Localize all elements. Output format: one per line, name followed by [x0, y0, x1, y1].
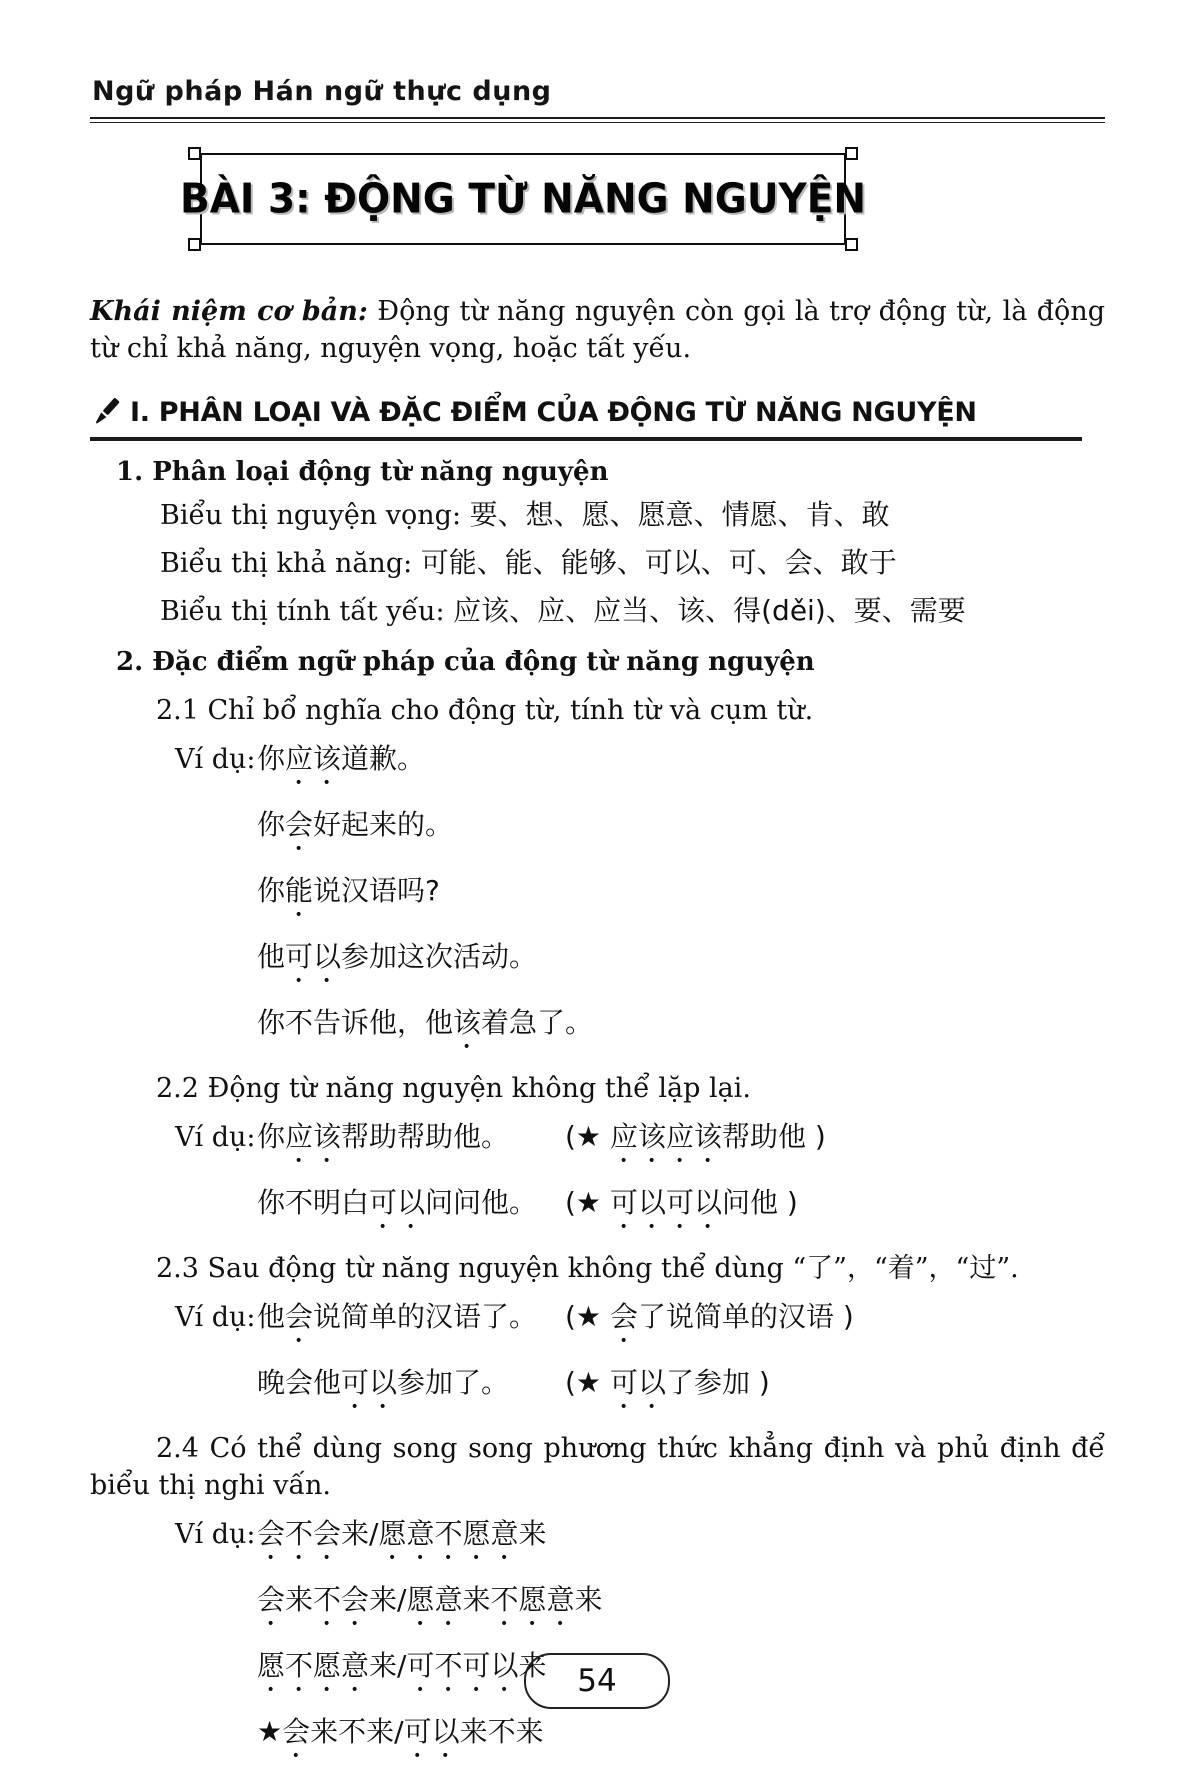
example-block-2-3 — [175, 1297, 1105, 1415]
item-label: Biểu thị khả năng: — [160, 548, 421, 579]
corner-ornament — [845, 238, 858, 251]
example-block-2-2 — [175, 1117, 1105, 1235]
example-left: 你应该道歉。 — [257, 742, 426, 775]
example-left: ★会来不来/可以来不来 — [257, 1715, 544, 1748]
lesson-title-box — [179, 153, 867, 245]
example-row — [175, 871, 1105, 923]
page-number-badge — [524, 1653, 670, 1709]
section-heading — [90, 397, 1082, 441]
item-characters: 可能、能、能够、可以、可、会、敢于 — [420, 546, 897, 579]
subheading-2: 2. Đặc điểm ngữ pháp của động từ năng nguyện — [116, 647, 815, 677]
example-wrong-form: (★ 应该应该帮助他 ) — [565, 1120, 826, 1153]
example-wrong-form: (★ 可以了参加 ) — [565, 1366, 770, 1399]
page-number: 54 — [577, 1663, 617, 1699]
classification-item — [160, 592, 1105, 631]
vidu-label: Ví dụ: — [175, 1122, 256, 1153]
example-row — [175, 739, 1105, 791]
example-row — [175, 1712, 1105, 1764]
example-block-2-4 — [175, 1514, 1105, 1764]
example-row — [175, 805, 1105, 857]
example-wrong-form: (★ 会了说简单的汉语 ) — [565, 1300, 854, 1333]
example-left: 你不明白可以问问他。 — [257, 1186, 538, 1219]
example-left: 你能说汉语吗? — [257, 874, 440, 907]
example-left: 他会说简单的汉语了。 — [257, 1300, 538, 1333]
corner-ornament — [188, 147, 201, 160]
vidu-label: Ví dụ: — [175, 1519, 256, 1550]
example-wrong-form: (★ 可以可以问他 ) — [565, 1186, 798, 1219]
example-row — [175, 1297, 1105, 1349]
example-left: 你会好起来的。 — [257, 808, 454, 841]
example-block-2-1 — [175, 739, 1105, 1055]
corner-ornament — [188, 238, 201, 251]
item-characters: 应该、应、应当、该、得(děi)、要、需要 — [453, 594, 966, 627]
example-row — [175, 1580, 1105, 1632]
example-left: 愿不愿意来/可不可以来 — [257, 1649, 547, 1682]
example-left: 会不会来/愿意不愿意来 — [257, 1517, 547, 1550]
example-row — [175, 1514, 1105, 1566]
example-left: 你应该帮助帮助他。 — [257, 1120, 510, 1153]
vidu-label: Ví dụ: — [175, 744, 256, 775]
example-row — [175, 1183, 1105, 1235]
example-left: 会来不会来/愿意来不愿意来 — [257, 1583, 603, 1616]
intro-label: Khái niệm cơ bản: — [90, 296, 368, 327]
point-2-1: 2.1 Chỉ bổ nghĩa cho động từ, tính từ và cụm từ. — [156, 695, 814, 726]
vidu-label: Ví dụ: — [175, 1302, 256, 1333]
example-left: 他可以参加这次活动。 — [257, 940, 538, 973]
pen-icon — [88, 393, 122, 433]
header-rule — [90, 117, 1105, 123]
example-left: 你不告诉他，他该着急了。 — [257, 1006, 594, 1039]
subheading-1: 1. Phân loại động từ năng nguyện — [116, 457, 609, 487]
example-row — [175, 1003, 1105, 1055]
section-heading-text: I. PHÂN LOẠI VÀ ĐẶC ĐIỂM CỦA ĐỘNG TỪ NĂNG NGUYỆN — [130, 397, 977, 428]
item-characters: 要、想、愿、愿意、情愿、肯、敢 — [469, 498, 890, 531]
example-row — [175, 937, 1105, 989]
running-head: Ngữ pháp Hán ngữ thực dụng — [92, 76, 552, 107]
lesson-title: BÀI 3: ĐỘNG TỪ NĂNG NGUYỆN — [179, 175, 867, 223]
example-row — [175, 1117, 1105, 1169]
point-2-3: 2.3 Sau động từ năng nguyện không thể dùng “了”，“着”，“过”. — [156, 1253, 1019, 1284]
intro-text: Động từ năng nguyện còn gọi là trợ động từ, là động từ chỉ khả năng, nguyện vọng, hoặc tất yếu. — [90, 296, 1105, 364]
example-row — [175, 1363, 1105, 1415]
point-2-2: 2.2 Động từ năng nguyện không thể lặp lại. — [156, 1073, 751, 1104]
corner-ornament — [845, 147, 858, 160]
item-label: Biểu thị tính tất yếu: — [160, 596, 454, 627]
example-left: 晚会他可以参加了。 — [257, 1366, 510, 1399]
intro-paragraph — [90, 293, 1105, 367]
point-2-4: 2.4 Có thể dùng song song phương thức khẳng định và phủ định để biểu thị nghi vấn. — [90, 1433, 1105, 1501]
classification-item — [160, 496, 1105, 535]
item-label: Biểu thị nguyện vọng: — [160, 500, 470, 531]
classification-item — [160, 544, 1105, 583]
